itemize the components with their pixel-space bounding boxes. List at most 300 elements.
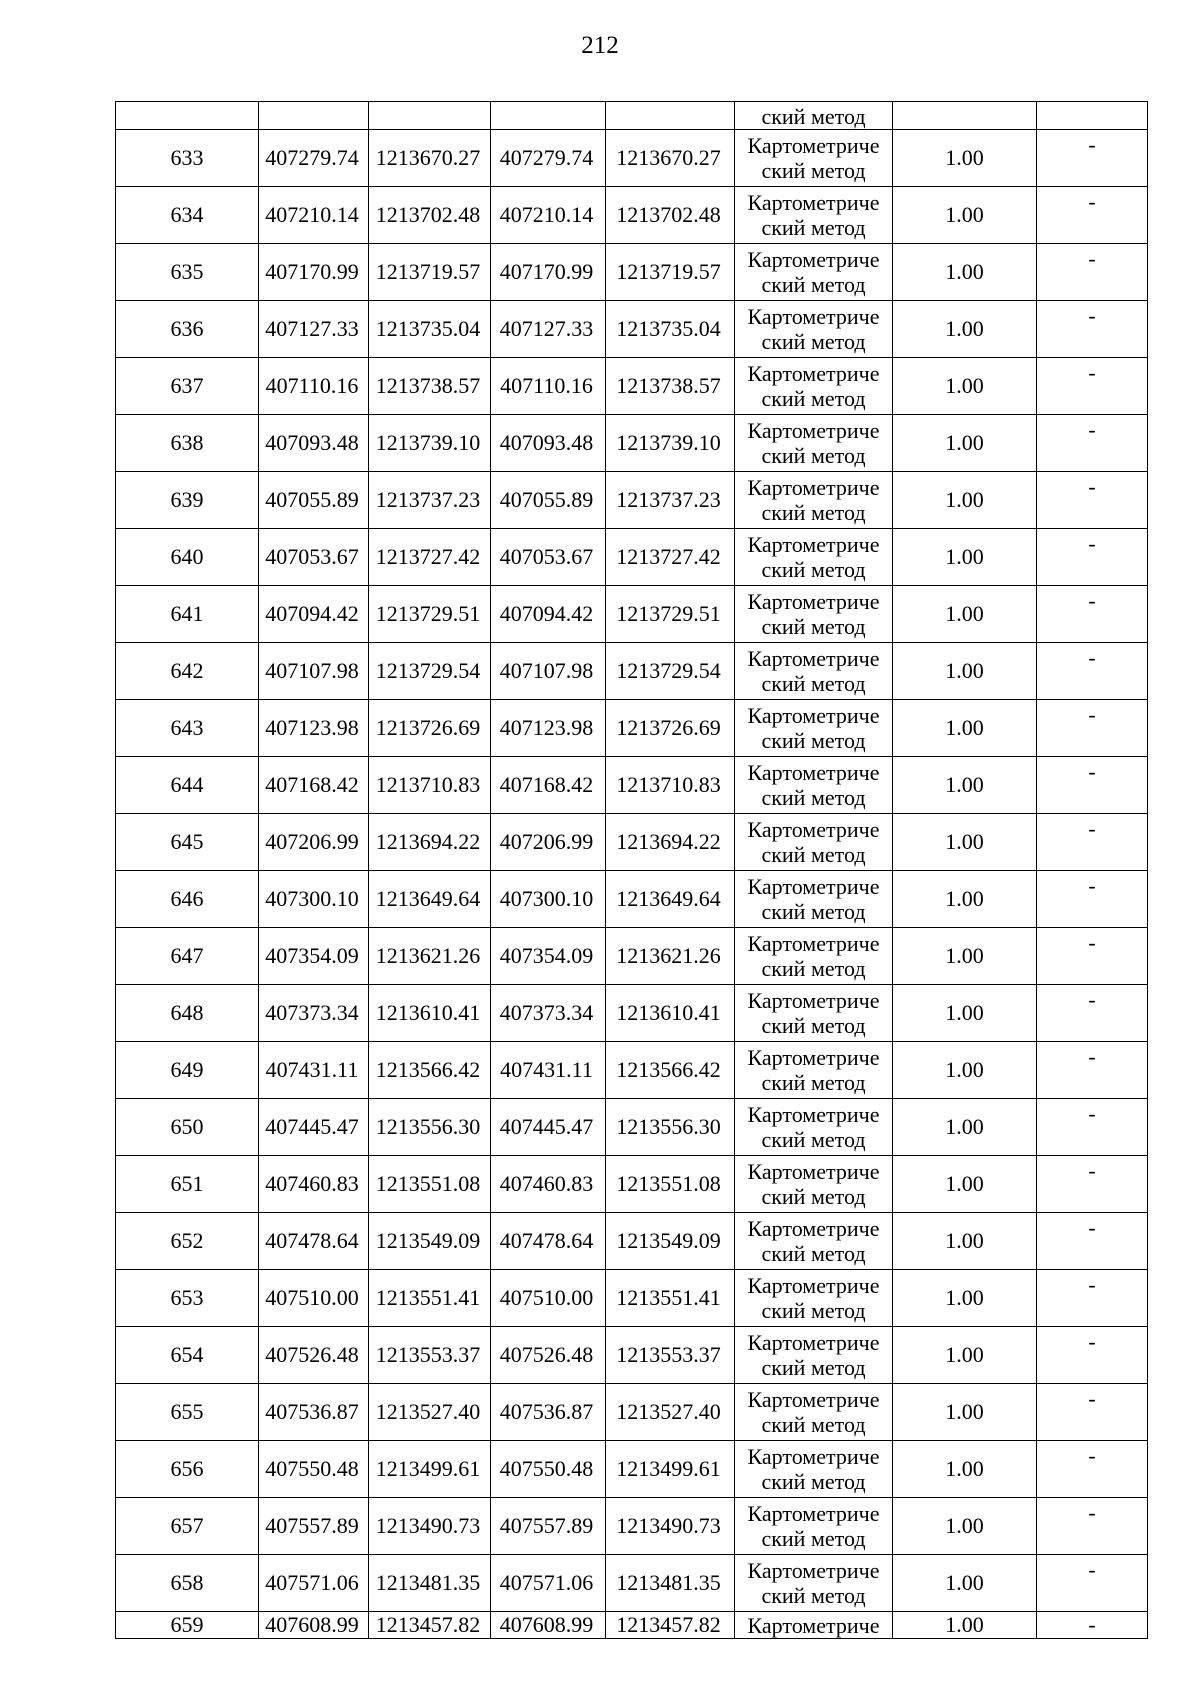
y-coordinate-cell: 1213719.57: [369, 244, 491, 301]
x-coordinate-cell: 407206.99: [491, 814, 606, 871]
method-line-2: ский метод: [761, 842, 866, 867]
y-coordinate-cell: 1213729.51: [606, 586, 735, 643]
dash-cell: -: [1037, 1327, 1148, 1384]
table-row: [116, 1042, 1148, 1099]
method-cell: [735, 586, 893, 643]
point-number-cell: 641: [116, 586, 259, 643]
x-coordinate-cell: 407094.42: [491, 586, 606, 643]
y-coordinate-cell: 1213710.83: [369, 757, 491, 814]
table-row: [116, 1498, 1148, 1555]
method-cell: [735, 1327, 893, 1384]
x-coordinate-cell: 407107.98: [491, 643, 606, 700]
accuracy-cell: 1.00: [893, 1213, 1037, 1270]
dash-cell: -: [1037, 1156, 1148, 1213]
accuracy-cell: 1.00: [893, 472, 1037, 529]
y-coordinate-cell: 1213551.08: [606, 1156, 735, 1213]
x-coordinate-cell: 407055.89: [491, 472, 606, 529]
accuracy-cell: 1.00: [893, 928, 1037, 985]
point-number-cell: 650: [116, 1099, 259, 1156]
accuracy-cell: 1.00: [893, 244, 1037, 301]
method-cell: [735, 1156, 893, 1213]
table-cell: [369, 102, 491, 130]
method-line-1: Картометриче: [747, 418, 880, 443]
method-cell: [735, 529, 893, 586]
y-coordinate-cell: 1213649.64: [606, 871, 735, 928]
x-coordinate-cell: 407557.89: [259, 1498, 369, 1555]
method-line-2: ский метод: [761, 1298, 866, 1323]
dash-cell: -: [1037, 757, 1148, 814]
method-line-1: Картометриче: [747, 532, 880, 557]
method-cell: [735, 757, 893, 814]
y-coordinate-cell: 1213481.35: [369, 1555, 491, 1612]
y-coordinate-cell: 1213649.64: [369, 871, 491, 928]
method-cell: [735, 871, 893, 928]
point-number-cell: 647: [116, 928, 259, 985]
y-coordinate-cell: 1213702.48: [606, 187, 735, 244]
dash-cell: -: [1037, 1384, 1148, 1441]
method-cell: [735, 1498, 893, 1555]
x-coordinate-cell: 407300.10: [491, 871, 606, 928]
table-row: [116, 1384, 1148, 1441]
x-coordinate-cell: 407210.14: [259, 187, 369, 244]
y-coordinate-cell: 1213739.10: [369, 415, 491, 472]
table-row-last: [116, 1612, 1148, 1639]
method-cell: [735, 1555, 893, 1612]
y-coordinate-cell: 1213457.82: [606, 1612, 735, 1639]
method-line-2: ский метод: [761, 728, 866, 753]
method-line-2: ский метод: [761, 215, 866, 240]
method-line-2: ский метод: [761, 158, 866, 183]
method-line-1: Картометриче: [747, 874, 880, 899]
y-coordinate-cell: 1213670.27: [369, 130, 491, 187]
method-line-1: Картометриче: [747, 646, 880, 671]
method-cell: [735, 1441, 893, 1498]
x-coordinate-cell: 407055.89: [259, 472, 369, 529]
method-line-1: Картометриче: [747, 247, 880, 272]
table-row: [116, 1270, 1148, 1327]
table-row: [116, 244, 1148, 301]
x-coordinate-cell: 407210.14: [491, 187, 606, 244]
accuracy-cell: 1.00: [893, 529, 1037, 586]
method-line-2: ский метод: [761, 1184, 866, 1209]
y-coordinate-cell: 1213553.37: [606, 1327, 735, 1384]
accuracy-cell: 1.00: [893, 1441, 1037, 1498]
x-coordinate-cell: 407445.47: [259, 1099, 369, 1156]
point-number-cell: 639: [116, 472, 259, 529]
x-coordinate-cell: 407123.98: [259, 700, 369, 757]
method-line-2: ский метод: [761, 329, 866, 354]
table-row: [116, 529, 1148, 586]
point-number-cell: 654: [116, 1327, 259, 1384]
x-coordinate-cell: 407373.34: [491, 985, 606, 1042]
y-coordinate-cell: 1213490.73: [369, 1498, 491, 1555]
method-cell: [735, 1042, 893, 1099]
dash-cell: -: [1037, 529, 1148, 586]
accuracy-cell: 1.00: [893, 1327, 1037, 1384]
x-coordinate-cell: 407170.99: [259, 244, 369, 301]
table-cell: [259, 102, 369, 130]
method-line-2: ский метод: [761, 671, 866, 696]
method-line-2: ский метод: [761, 557, 866, 582]
point-number-cell: 652: [116, 1213, 259, 1270]
method-line-2: ский метод: [761, 500, 866, 525]
point-number-cell: 633: [116, 130, 259, 187]
y-coordinate-cell: 1213727.42: [606, 529, 735, 586]
method-line-1: Картометриче: [747, 589, 880, 614]
method-cell: [735, 244, 893, 301]
table-row: [116, 985, 1148, 1042]
y-coordinate-cell: 1213737.23: [606, 472, 735, 529]
method-line-1: Картометриче: [747, 931, 880, 956]
dash-cell: -: [1037, 1270, 1148, 1327]
method-line-1: Картометриче: [747, 1159, 880, 1184]
method-line-1: Картометриче: [747, 1558, 880, 1583]
point-number-cell: 651: [116, 1156, 259, 1213]
method-line-2: ский метод: [761, 1013, 866, 1038]
dash-cell: -: [1037, 415, 1148, 472]
accuracy-cell: 1.00: [893, 1099, 1037, 1156]
y-coordinate-cell: 1213556.30: [606, 1099, 735, 1156]
y-coordinate-cell: 1213719.57: [606, 244, 735, 301]
table-cell: [116, 102, 259, 130]
table-cell: [606, 102, 735, 130]
method-line-2: ский метод: [761, 386, 866, 411]
point-number-cell: 655: [116, 1384, 259, 1441]
y-coordinate-cell: 1213729.51: [369, 586, 491, 643]
y-coordinate-cell: 1213551.08: [369, 1156, 491, 1213]
dash-cell: -: [1037, 1612, 1148, 1639]
dash-cell: -: [1037, 1441, 1148, 1498]
x-coordinate-cell: 407445.47: [491, 1099, 606, 1156]
y-coordinate-cell: 1213621.26: [369, 928, 491, 985]
method-line-2: ский метод: [761, 785, 866, 810]
table-row: [116, 928, 1148, 985]
method-line-1: Картометриче: [747, 1102, 880, 1127]
method-line-1: Картометриче: [747, 1501, 880, 1526]
table-row-continuation: [116, 102, 1148, 130]
method-cell: [735, 1213, 893, 1270]
y-coordinate-cell: 1213694.22: [606, 814, 735, 871]
accuracy-cell: 1.00: [893, 1555, 1037, 1612]
y-coordinate-cell: 1213566.42: [369, 1042, 491, 1099]
dash-cell: -: [1037, 1498, 1148, 1555]
method-line-1: Картометриче: [747, 1273, 880, 1298]
y-coordinate-cell: 1213702.48: [369, 187, 491, 244]
dash-cell: -: [1037, 358, 1148, 415]
dash-cell: -: [1037, 187, 1148, 244]
table-row: [116, 871, 1148, 928]
accuracy-cell: 1.00: [893, 187, 1037, 244]
table-row: [116, 187, 1148, 244]
table-row: [116, 643, 1148, 700]
y-coordinate-cell: 1213738.57: [369, 358, 491, 415]
x-coordinate-cell: 407550.48: [491, 1441, 606, 1498]
x-coordinate-cell: 407460.83: [259, 1156, 369, 1213]
x-coordinate-cell: 407110.16: [491, 358, 606, 415]
method-line-1: Картометриче: [747, 1216, 880, 1241]
method-cell: [735, 985, 893, 1042]
point-number-cell: 635: [116, 244, 259, 301]
method-line-1: Картометриче: [747, 988, 880, 1013]
method-cell: [735, 928, 893, 985]
method-line-1: Картометриче: [747, 1330, 880, 1355]
x-coordinate-cell: 407354.09: [259, 928, 369, 985]
accuracy-cell: 1.00: [893, 301, 1037, 358]
accuracy-cell: 1.00: [893, 757, 1037, 814]
method-cell: [735, 472, 893, 529]
x-coordinate-cell: 407206.99: [259, 814, 369, 871]
y-coordinate-cell: 1213553.37: [369, 1327, 491, 1384]
y-coordinate-cell: 1213738.57: [606, 358, 735, 415]
x-coordinate-cell: 407279.74: [491, 130, 606, 187]
table-row: [116, 1213, 1148, 1270]
table-row: [116, 301, 1148, 358]
table-row: [116, 415, 1148, 472]
accuracy-cell: 1.00: [893, 1498, 1037, 1555]
y-coordinate-cell: 1213621.26: [606, 928, 735, 985]
x-coordinate-cell: 407536.87: [259, 1384, 369, 1441]
x-coordinate-cell: 407123.98: [491, 700, 606, 757]
point-number-cell: 640: [116, 529, 259, 586]
method-line-1: Картометриче: [747, 304, 880, 329]
x-coordinate-cell: 407571.06: [491, 1555, 606, 1612]
x-coordinate-cell: 407127.33: [491, 301, 606, 358]
x-coordinate-cell: 407526.48: [491, 1327, 606, 1384]
accuracy-cell: 1.00: [893, 586, 1037, 643]
point-number-cell: 636: [116, 301, 259, 358]
x-coordinate-cell: 407478.64: [259, 1213, 369, 1270]
x-coordinate-cell: 407460.83: [491, 1156, 606, 1213]
point-number-cell: 653: [116, 1270, 259, 1327]
method-line-2: ский метод: [761, 1583, 866, 1608]
x-coordinate-cell: 407608.99: [491, 1612, 606, 1639]
table-row: [116, 1099, 1148, 1156]
dash-cell: -: [1037, 1042, 1148, 1099]
y-coordinate-cell: 1213527.40: [606, 1384, 735, 1441]
method-line-1: Картометриче: [747, 133, 880, 158]
y-coordinate-cell: 1213694.22: [369, 814, 491, 871]
accuracy-cell: 1.00: [893, 643, 1037, 700]
y-coordinate-cell: 1213566.42: [606, 1042, 735, 1099]
y-coordinate-cell: 1213481.35: [606, 1555, 735, 1612]
x-coordinate-cell: 407093.48: [491, 415, 606, 472]
x-coordinate-cell: 407478.64: [491, 1213, 606, 1270]
page-number: 212: [581, 32, 619, 59]
dash-cell: -: [1037, 301, 1148, 358]
x-coordinate-cell: 407510.00: [491, 1270, 606, 1327]
point-number-cell: 656: [116, 1441, 259, 1498]
method-line-1: Картометриче: [747, 703, 880, 728]
x-coordinate-cell: 407571.06: [259, 1555, 369, 1612]
y-coordinate-cell: 1213551.41: [606, 1270, 735, 1327]
x-coordinate-cell: 407093.48: [259, 415, 369, 472]
accuracy-cell: 1.00: [893, 1384, 1037, 1441]
table-row: [116, 814, 1148, 871]
x-coordinate-cell: 407608.99: [259, 1612, 369, 1639]
table-row: [116, 757, 1148, 814]
method-cell: Картометриче: [735, 1612, 893, 1639]
table-row: [116, 586, 1148, 643]
table-row: [116, 1555, 1148, 1612]
point-number-cell: 658: [116, 1555, 259, 1612]
x-coordinate-cell: 407279.74: [259, 130, 369, 187]
method-cell: [735, 1384, 893, 1441]
y-coordinate-cell: 1213726.69: [369, 700, 491, 757]
y-coordinate-cell: 1213726.69: [606, 700, 735, 757]
method-line-1: Картометриче: [747, 1387, 880, 1412]
point-number-cell: 648: [116, 985, 259, 1042]
y-coordinate-cell: 1213551.41: [369, 1270, 491, 1327]
method-line-2: ский метод: [761, 1241, 866, 1266]
table-row: [116, 472, 1148, 529]
y-coordinate-cell: 1213457.82: [369, 1612, 491, 1639]
y-coordinate-cell: 1213737.23: [369, 472, 491, 529]
method-line-1: Картометриче: [747, 817, 880, 842]
method-cell: [735, 415, 893, 472]
y-coordinate-cell: 1213710.83: [606, 757, 735, 814]
x-coordinate-cell: 407373.34: [259, 985, 369, 1042]
dash-cell: -: [1037, 985, 1148, 1042]
point-number-cell: 646: [116, 871, 259, 928]
point-number-cell: 657: [116, 1498, 259, 1555]
x-coordinate-cell: 407053.67: [259, 529, 369, 586]
accuracy-cell: 1.00: [893, 1042, 1037, 1099]
method-line-2: ский метод: [761, 1469, 866, 1494]
x-coordinate-cell: 407354.09: [491, 928, 606, 985]
method-line-2: ский метод: [761, 272, 866, 297]
method-cell: [735, 358, 893, 415]
point-number-cell: 659: [116, 1612, 259, 1639]
table-cell: [491, 102, 606, 130]
y-coordinate-cell: 1213499.61: [606, 1441, 735, 1498]
x-coordinate-cell: 407053.67: [491, 529, 606, 586]
method-cell: [735, 814, 893, 871]
method-cell: [735, 301, 893, 358]
dash-cell: -: [1037, 814, 1148, 871]
y-coordinate-cell: 1213729.54: [369, 643, 491, 700]
y-coordinate-cell: 1213670.27: [606, 130, 735, 187]
x-coordinate-cell: 407107.98: [259, 643, 369, 700]
method-line-2: ский метод: [761, 1070, 866, 1095]
accuracy-cell: 1.00: [893, 814, 1037, 871]
x-coordinate-cell: 407168.42: [259, 757, 369, 814]
dash-cell: -: [1037, 871, 1148, 928]
dash-cell: -: [1037, 1555, 1148, 1612]
dash-cell: -: [1037, 130, 1148, 187]
method-line-2: ский метод: [761, 1412, 866, 1437]
x-coordinate-cell: 407431.11: [491, 1042, 606, 1099]
x-coordinate-cell: 407110.16: [259, 358, 369, 415]
table-row: [116, 1327, 1148, 1384]
accuracy-cell: 1.00: [893, 1156, 1037, 1213]
table-row: [116, 1156, 1148, 1213]
accuracy-cell: 1.00: [893, 358, 1037, 415]
x-coordinate-cell: 407526.48: [259, 1327, 369, 1384]
accuracy-cell: 1.00: [893, 1612, 1037, 1639]
table-row: [116, 1441, 1148, 1498]
x-coordinate-cell: 407170.99: [491, 244, 606, 301]
method-line-1: Картометриче: [747, 190, 880, 215]
point-number-cell: 643: [116, 700, 259, 757]
accuracy-cell: 1.00: [893, 871, 1037, 928]
method-cell: [735, 1099, 893, 1156]
x-coordinate-cell: 407510.00: [259, 1270, 369, 1327]
dash-cell: -: [1037, 700, 1148, 757]
point-number-cell: 644: [116, 757, 259, 814]
y-coordinate-cell: 1213727.42: [369, 529, 491, 586]
accuracy-cell: 1.00: [893, 415, 1037, 472]
method-line-1: Картометриче: [747, 1444, 880, 1469]
table-cell: [893, 102, 1037, 130]
table-row: [116, 358, 1148, 415]
method-line-1: Картометриче: [747, 361, 880, 386]
dash-cell: -: [1037, 928, 1148, 985]
y-coordinate-cell: 1213610.41: [369, 985, 491, 1042]
method-cell: [735, 643, 893, 700]
method-line-1: Картометриче: [747, 760, 880, 785]
accuracy-cell: 1.00: [893, 130, 1037, 187]
method-line-2: ский метод: [761, 899, 866, 924]
accuracy-cell: 1.00: [893, 1270, 1037, 1327]
dash-cell: -: [1037, 1099, 1148, 1156]
method-line-1: Картометриче: [747, 1045, 880, 1070]
y-coordinate-cell: 1213490.73: [606, 1498, 735, 1555]
x-coordinate-cell: 407557.89: [491, 1498, 606, 1555]
x-coordinate-cell: 407431.11: [259, 1042, 369, 1099]
y-coordinate-cell: 1213499.61: [369, 1441, 491, 1498]
point-number-cell: 637: [116, 358, 259, 415]
dash-cell: -: [1037, 472, 1148, 529]
accuracy-cell: 1.00: [893, 700, 1037, 757]
y-coordinate-cell: 1213549.09: [606, 1213, 735, 1270]
method-line-2: ский метод: [761, 1526, 866, 1551]
method-cell: [735, 1270, 893, 1327]
method-line-2: ский метод: [761, 956, 866, 981]
method-cell: [735, 187, 893, 244]
y-coordinate-cell: 1213549.09: [369, 1213, 491, 1270]
y-coordinate-cell: 1213739.10: [606, 415, 735, 472]
x-coordinate-cell: 407550.48: [259, 1441, 369, 1498]
dash-cell: -: [1037, 643, 1148, 700]
y-coordinate-cell: 1213735.04: [369, 301, 491, 358]
method-line-2: ский метод: [761, 1355, 866, 1380]
method-cell: ский метод: [735, 102, 893, 130]
point-number-cell: 634: [116, 187, 259, 244]
dash-cell: -: [1037, 586, 1148, 643]
accuracy-cell: 1.00: [893, 985, 1037, 1042]
dash-cell: -: [1037, 1213, 1148, 1270]
x-coordinate-cell: 407168.42: [491, 757, 606, 814]
x-coordinate-cell: 407127.33: [259, 301, 369, 358]
table-row: [116, 130, 1148, 187]
dash-cell: -: [1037, 244, 1148, 301]
y-coordinate-cell: 1213610.41: [606, 985, 735, 1042]
point-number-cell: 649: [116, 1042, 259, 1099]
y-coordinate-cell: 1213735.04: [606, 301, 735, 358]
method-line-2: ский метод: [761, 443, 866, 468]
y-coordinate-cell: 1213729.54: [606, 643, 735, 700]
x-coordinate-cell: 407300.10: [259, 871, 369, 928]
table-cell: [1037, 102, 1148, 130]
y-coordinate-cell: 1213527.40: [369, 1384, 491, 1441]
method-cell: [735, 130, 893, 187]
method-cell: [735, 700, 893, 757]
x-coordinate-cell: 407536.87: [491, 1384, 606, 1441]
method-line-1: Картометриче: [747, 475, 880, 500]
table-row: [116, 700, 1148, 757]
y-coordinate-cell: 1213556.30: [369, 1099, 491, 1156]
point-number-cell: 638: [116, 415, 259, 472]
